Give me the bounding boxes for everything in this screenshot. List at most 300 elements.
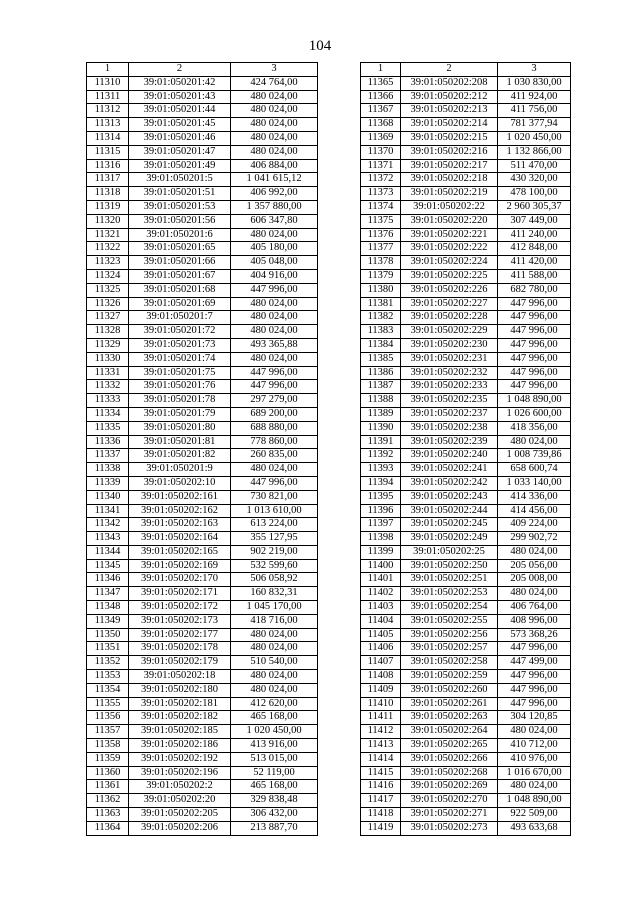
row-number: 11359 xyxy=(87,752,129,766)
row-number: 11331 xyxy=(87,366,129,380)
row-number: 11378 xyxy=(361,256,401,270)
row-number: 11351 xyxy=(87,642,129,656)
cadastral-number: 39:01:050202:161 xyxy=(129,490,231,504)
cadastral-value: 1 008 739,86 xyxy=(498,449,571,463)
table-row xyxy=(361,601,571,615)
cadastral-number: 39:01:050202:254 xyxy=(401,601,498,615)
cadastral-number: 39:01:050202:205 xyxy=(129,808,231,822)
table-row xyxy=(87,118,318,132)
registry-table-right xyxy=(360,62,571,836)
row-number: 11418 xyxy=(361,808,401,822)
cadastral-value: 355 127,95 xyxy=(231,532,318,546)
cadastral-number: 39:01:050202:260 xyxy=(401,683,498,697)
cadastral-value: 52 119,00 xyxy=(231,766,318,780)
row-number: 11382 xyxy=(361,311,401,325)
row-number: 11405 xyxy=(361,628,401,642)
header-row xyxy=(361,63,571,77)
row-number: 11357 xyxy=(87,725,129,739)
cadastral-number: 39:01:050202:221 xyxy=(401,228,498,242)
table-row xyxy=(87,573,318,587)
row-number: 11376 xyxy=(361,228,401,242)
row-number: 11320 xyxy=(87,214,129,228)
row-number: 11419 xyxy=(361,821,401,835)
cadastral-value: 447 996,00 xyxy=(498,366,571,380)
cadastral-number: 39:01:050201:75 xyxy=(129,366,231,380)
row-number: 11408 xyxy=(361,670,401,684)
cadastral-number: 39:01:050202:226 xyxy=(401,283,498,297)
row-number: 11313 xyxy=(87,118,129,132)
cadastral-number: 39:01:050202:185 xyxy=(129,725,231,739)
table-row xyxy=(361,614,571,628)
row-number: 11384 xyxy=(361,338,401,352)
cadastral-number: 39:01:050201:76 xyxy=(129,380,231,394)
cadastral-number: 39:01:050202:258 xyxy=(401,656,498,670)
cadastral-value: 480 024,00 xyxy=(231,90,318,104)
table-row xyxy=(361,821,571,835)
cadastral-number: 39:01:050202:165 xyxy=(129,545,231,559)
cadastral-value: 447 996,00 xyxy=(231,476,318,490)
cadastral-value: 480 024,00 xyxy=(498,545,571,559)
row-number: 11414 xyxy=(361,752,401,766)
row-number: 11390 xyxy=(361,421,401,435)
cadastral-number: 39:01:050202:243 xyxy=(401,490,498,504)
table-row xyxy=(87,159,318,173)
cadastral-value: 480 024,00 xyxy=(498,587,571,601)
cadastral-number: 39:01:050202:233 xyxy=(401,380,498,394)
table-row xyxy=(361,256,571,270)
row-number: 11339 xyxy=(87,476,129,490)
cadastral-number: 39:01:050201:69 xyxy=(129,297,231,311)
cadastral-value: 1 045 170,00 xyxy=(231,601,318,615)
cadastral-number: 39:01:050202:2 xyxy=(129,780,231,794)
cadastral-value: 493 365,88 xyxy=(231,338,318,352)
table-row xyxy=(87,380,318,394)
cadastral-value: 480 024,00 xyxy=(231,297,318,311)
cadastral-value: 405 180,00 xyxy=(231,242,318,256)
header-col-2: 2 xyxy=(129,63,231,77)
cadastral-value: 411 756,00 xyxy=(498,104,571,118)
header-col-3: 3 xyxy=(231,63,318,77)
cadastral-number: 39:01:050201:6 xyxy=(129,228,231,242)
cadastral-number: 39:01:050201:56 xyxy=(129,214,231,228)
table-row xyxy=(87,808,318,822)
row-number: 11354 xyxy=(87,683,129,697)
table-row xyxy=(87,794,318,808)
cadastral-value: 658 600,74 xyxy=(498,463,571,477)
table-row xyxy=(87,256,318,270)
row-number: 11365 xyxy=(361,76,401,90)
row-number: 11358 xyxy=(87,739,129,753)
row-number: 11340 xyxy=(87,490,129,504)
row-number: 11371 xyxy=(361,159,401,173)
row-number: 11386 xyxy=(361,366,401,380)
cadastral-value: 480 024,00 xyxy=(231,118,318,132)
cadastral-value: 414 456,00 xyxy=(498,504,571,518)
row-number: 11322 xyxy=(87,242,129,256)
row-number: 11328 xyxy=(87,325,129,339)
cadastral-number: 39:01:050202:232 xyxy=(401,366,498,380)
row-number: 11406 xyxy=(361,642,401,656)
table-row xyxy=(361,587,571,601)
table-row xyxy=(87,518,318,532)
page-number: 104 xyxy=(308,38,332,54)
cadastral-number: 39:01:050202:222 xyxy=(401,242,498,256)
cadastral-value: 447 499,00 xyxy=(498,656,571,670)
cadastral-value: 447 996,00 xyxy=(498,297,571,311)
table-row xyxy=(361,752,571,766)
row-number: 11397 xyxy=(361,518,401,532)
cadastral-number: 39:01:050202:219 xyxy=(401,187,498,201)
cadastral-value: 306 432,00 xyxy=(231,808,318,822)
table-row xyxy=(361,683,571,697)
row-number: 11333 xyxy=(87,394,129,408)
table-row xyxy=(361,338,571,352)
cadastral-value: 418 356,00 xyxy=(498,421,571,435)
table-row xyxy=(87,311,318,325)
cadastral-value: 447 996,00 xyxy=(498,325,571,339)
row-number: 11318 xyxy=(87,187,129,201)
cadastral-value: 412 620,00 xyxy=(231,697,318,711)
table-row xyxy=(361,504,571,518)
table-row xyxy=(87,752,318,766)
table-row xyxy=(361,297,571,311)
table-row xyxy=(87,601,318,615)
row-number: 11385 xyxy=(361,352,401,366)
cadastral-number: 39:01:050202:225 xyxy=(401,269,498,283)
cadastral-value: 682 780,00 xyxy=(498,283,571,297)
cadastral-number: 39:01:050202:179 xyxy=(129,656,231,670)
row-number: 11395 xyxy=(361,490,401,504)
header-col-2: 2 xyxy=(401,63,498,77)
header-col-1: 1 xyxy=(87,63,129,77)
row-number: 11391 xyxy=(361,435,401,449)
row-number: 11372 xyxy=(361,173,401,187)
row-number: 11316 xyxy=(87,159,129,173)
table-row xyxy=(87,173,318,187)
cadastral-number: 39:01:050201:78 xyxy=(129,394,231,408)
cadastral-value: 1 048 890,00 xyxy=(498,794,571,808)
table-row xyxy=(361,435,571,449)
cadastral-value: 1 013 610,00 xyxy=(231,504,318,518)
table-row xyxy=(361,463,571,477)
cadastral-number: 39:01:050201:79 xyxy=(129,407,231,421)
cadastral-value: 447 996,00 xyxy=(231,283,318,297)
row-number: 11394 xyxy=(361,476,401,490)
cadastral-value: 447 996,00 xyxy=(498,380,571,394)
cadastral-number: 39:01:050202:270 xyxy=(401,794,498,808)
cadastral-number: 39:01:050202:227 xyxy=(401,297,498,311)
row-number: 11388 xyxy=(361,394,401,408)
table-row xyxy=(87,739,318,753)
cadastral-number: 39:01:050202:182 xyxy=(129,711,231,725)
cadastral-number: 39:01:050201:43 xyxy=(129,90,231,104)
table-row xyxy=(87,242,318,256)
table-row xyxy=(87,352,318,366)
cadastral-value: 1 048 890,00 xyxy=(498,394,571,408)
row-number: 11367 xyxy=(361,104,401,118)
table-row xyxy=(361,131,571,145)
cadastral-number: 39:01:050201:65 xyxy=(129,242,231,256)
cadastral-value: 480 024,00 xyxy=(498,725,571,739)
cadastral-number: 39:01:050202:249 xyxy=(401,532,498,546)
row-number: 11341 xyxy=(87,504,129,518)
row-number: 11315 xyxy=(87,145,129,159)
cadastral-value: 404 916,00 xyxy=(231,269,318,283)
cadastral-number: 39:01:050202:170 xyxy=(129,573,231,587)
table-row xyxy=(87,297,318,311)
table-row xyxy=(361,311,571,325)
cadastral-value: 2 960 305,37 xyxy=(498,200,571,214)
cadastral-value: 260 835,00 xyxy=(231,449,318,463)
table-row xyxy=(87,476,318,490)
table-row xyxy=(361,725,571,739)
table-row xyxy=(361,145,571,159)
table-row xyxy=(361,490,571,504)
row-number: 11413 xyxy=(361,739,401,753)
cadastral-value: 447 996,00 xyxy=(498,642,571,656)
cadastral-value: 465 168,00 xyxy=(231,780,318,794)
cadastral-number: 39:01:050202:180 xyxy=(129,683,231,697)
cadastral-value: 902 219,00 xyxy=(231,545,318,559)
cadastral-number: 39:01:050202:244 xyxy=(401,504,498,518)
row-number: 11342 xyxy=(87,518,129,532)
cadastral-number: 39:01:050201:73 xyxy=(129,338,231,352)
cadastral-value: 1 026 600,00 xyxy=(498,407,571,421)
table-row xyxy=(87,532,318,546)
cadastral-value: 1 132 866,00 xyxy=(498,145,571,159)
cadastral-value: 480 024,00 xyxy=(231,628,318,642)
row-number: 11415 xyxy=(361,766,401,780)
row-number: 11338 xyxy=(87,463,129,477)
cadastral-number: 39:01:050202:181 xyxy=(129,697,231,711)
table-row xyxy=(87,90,318,104)
cadastral-number: 39:01:050201:82 xyxy=(129,449,231,463)
row-number: 11319 xyxy=(87,200,129,214)
cadastral-value: 405 048,00 xyxy=(231,256,318,270)
cadastral-number: 39:01:050202:196 xyxy=(129,766,231,780)
cadastral-number: 39:01:050202:224 xyxy=(401,256,498,270)
table-row xyxy=(361,573,571,587)
cadastral-number: 39:01:050202:163 xyxy=(129,518,231,532)
cadastral-value: 480 024,00 xyxy=(231,670,318,684)
cadastral-value: 480 024,00 xyxy=(231,104,318,118)
table-row xyxy=(87,76,318,90)
row-number: 11364 xyxy=(87,821,129,835)
table-row xyxy=(87,283,318,297)
cadastral-value: 1 357 880,00 xyxy=(231,200,318,214)
cadastral-value: 329 838,48 xyxy=(231,794,318,808)
cadastral-number: 39:01:050202:20 xyxy=(129,794,231,808)
cadastral-value: 447 996,00 xyxy=(231,380,318,394)
cadastral-number: 39:01:050201:47 xyxy=(129,145,231,159)
table-row xyxy=(87,394,318,408)
header-col-1: 1 xyxy=(361,63,401,77)
table-row xyxy=(361,808,571,822)
cadastral-value: 411 924,00 xyxy=(498,90,571,104)
row-number: 11379 xyxy=(361,269,401,283)
cadastral-value: 447 996,00 xyxy=(498,670,571,684)
row-number: 11392 xyxy=(361,449,401,463)
row-number: 11310 xyxy=(87,76,129,90)
cadastral-number: 39:01:050201:5 xyxy=(129,173,231,187)
cadastral-number: 39:01:050202:240 xyxy=(401,449,498,463)
cadastral-value: 1 016 670,00 xyxy=(498,766,571,780)
row-number: 11312 xyxy=(87,104,129,118)
cadastral-value: 480 024,00 xyxy=(498,435,571,449)
cadastral-number: 39:01:050202:25 xyxy=(401,545,498,559)
row-number: 11407 xyxy=(361,656,401,670)
cadastral-value: 411 240,00 xyxy=(498,228,571,242)
cadastral-number: 39:01:050202:237 xyxy=(401,407,498,421)
cadastral-value: 922 509,00 xyxy=(498,808,571,822)
header-row xyxy=(87,63,318,77)
row-number: 11370 xyxy=(361,145,401,159)
table-row xyxy=(361,214,571,228)
cadastral-number: 39:01:050201:66 xyxy=(129,256,231,270)
cadastral-number: 39:01:050202:264 xyxy=(401,725,498,739)
table-row xyxy=(361,228,571,242)
table-row xyxy=(361,780,571,794)
table-row xyxy=(361,104,571,118)
cadastral-value: 406 992,00 xyxy=(231,187,318,201)
row-number: 11348 xyxy=(87,601,129,615)
table-row xyxy=(87,821,318,835)
table-row xyxy=(361,545,571,559)
table-row xyxy=(87,131,318,145)
row-number: 11369 xyxy=(361,131,401,145)
table-row xyxy=(361,200,571,214)
cadastral-value: 573 368,26 xyxy=(498,628,571,642)
row-number: 11344 xyxy=(87,545,129,559)
cadastral-value: 510 540,00 xyxy=(231,656,318,670)
table-row xyxy=(361,187,571,201)
cadastral-number: 39:01:050201:46 xyxy=(129,131,231,145)
row-number: 11326 xyxy=(87,297,129,311)
table-row xyxy=(361,242,571,256)
cadastral-number: 39:01:050202:250 xyxy=(401,559,498,573)
cadastral-value: 299 902,72 xyxy=(498,532,571,546)
row-number: 11387 xyxy=(361,380,401,394)
table-row xyxy=(87,463,318,477)
cadastral-number: 39:01:050202:257 xyxy=(401,642,498,656)
cadastral-number: 39:01:050202:266 xyxy=(401,752,498,766)
cadastral-number: 39:01:050202:192 xyxy=(129,752,231,766)
table-row xyxy=(87,449,318,463)
row-number: 11327 xyxy=(87,311,129,325)
cadastral-number: 39:01:050202:235 xyxy=(401,394,498,408)
row-number: 11409 xyxy=(361,683,401,697)
row-number: 11368 xyxy=(361,118,401,132)
cadastral-number: 39:01:050202:269 xyxy=(401,780,498,794)
cadastral-number: 39:01:050202:213 xyxy=(401,104,498,118)
cadastral-value: 493 633,68 xyxy=(498,821,571,835)
table-row xyxy=(87,338,318,352)
cadastral-number: 39:01:050202:256 xyxy=(401,628,498,642)
cadastral-number: 39:01:050201:45 xyxy=(129,118,231,132)
table-row xyxy=(87,628,318,642)
table-row xyxy=(87,490,318,504)
table-row xyxy=(361,325,571,339)
cadastral-value: 480 024,00 xyxy=(231,145,318,159)
cadastral-value: 408 996,00 xyxy=(498,614,571,628)
row-number: 11363 xyxy=(87,808,129,822)
table-row xyxy=(87,145,318,159)
cadastral-number: 39:01:050202:230 xyxy=(401,338,498,352)
cadastral-number: 39:01:050201:42 xyxy=(129,76,231,90)
cadastral-number: 39:01:050202:273 xyxy=(401,821,498,835)
table-row xyxy=(361,449,571,463)
cadastral-number: 39:01:050202:10 xyxy=(129,476,231,490)
cadastral-number: 39:01:050201:49 xyxy=(129,159,231,173)
table-row xyxy=(87,780,318,794)
cadastral-number: 39:01:050201:7 xyxy=(129,311,231,325)
table-row xyxy=(87,325,318,339)
cadastral-number: 39:01:050202:172 xyxy=(129,601,231,615)
row-number: 11412 xyxy=(361,725,401,739)
cadastral-value: 480 024,00 xyxy=(231,352,318,366)
cadastral-value: 532 599,60 xyxy=(231,559,318,573)
cadastral-number: 39:01:050202:173 xyxy=(129,614,231,628)
cadastral-number: 39:01:050201:53 xyxy=(129,200,231,214)
cadastral-number: 39:01:050202:208 xyxy=(401,76,498,90)
cadastral-value: 1 030 830,00 xyxy=(498,76,571,90)
row-number: 11347 xyxy=(87,587,129,601)
cadastral-value: 480 024,00 xyxy=(231,683,318,697)
cadastral-value: 689 200,00 xyxy=(231,407,318,421)
cadastral-value: 1 041 615,12 xyxy=(231,173,318,187)
cadastral-value: 480 024,00 xyxy=(231,131,318,145)
cadastral-value: 688 880,00 xyxy=(231,421,318,435)
cadastral-value: 1 020 450,00 xyxy=(498,131,571,145)
row-number: 11411 xyxy=(361,711,401,725)
registry-table-left xyxy=(86,62,318,836)
table-row xyxy=(361,642,571,656)
cadastral-number: 39:01:050202:253 xyxy=(401,587,498,601)
cadastral-value: 778 860,00 xyxy=(231,435,318,449)
cadastral-value: 447 996,00 xyxy=(498,352,571,366)
cadastral-value: 297 279,00 xyxy=(231,394,318,408)
cadastral-value: 506 058,92 xyxy=(231,573,318,587)
row-number: 11416 xyxy=(361,780,401,794)
cadastral-value: 414 336,00 xyxy=(498,490,571,504)
cadastral-number: 39:01:050202:216 xyxy=(401,145,498,159)
cadastral-number: 39:01:050201:44 xyxy=(129,104,231,118)
table-row xyxy=(361,407,571,421)
cadastral-number: 39:01:050202:215 xyxy=(401,131,498,145)
table-row xyxy=(87,435,318,449)
row-number: 11402 xyxy=(361,587,401,601)
row-number: 11389 xyxy=(361,407,401,421)
table-row xyxy=(87,200,318,214)
table-row xyxy=(361,394,571,408)
cadastral-number: 39:01:050202:265 xyxy=(401,739,498,753)
cadastral-value: 447 996,00 xyxy=(231,366,318,380)
cadastral-value: 304 120,85 xyxy=(498,711,571,725)
row-number: 11345 xyxy=(87,559,129,573)
cadastral-value: 606 347,80 xyxy=(231,214,318,228)
cadastral-value: 730 821,00 xyxy=(231,490,318,504)
table-row xyxy=(87,711,318,725)
cadastral-value: 418 716,00 xyxy=(231,614,318,628)
table-row xyxy=(87,421,318,435)
cadastral-number: 39:01:050201:67 xyxy=(129,269,231,283)
cadastral-value: 413 916,00 xyxy=(231,739,318,753)
cadastral-number: 39:01:050202:271 xyxy=(401,808,498,822)
table-row xyxy=(87,559,318,573)
row-number: 11400 xyxy=(361,559,401,573)
table-row xyxy=(87,642,318,656)
cadastral-value: 613 224,00 xyxy=(231,518,318,532)
